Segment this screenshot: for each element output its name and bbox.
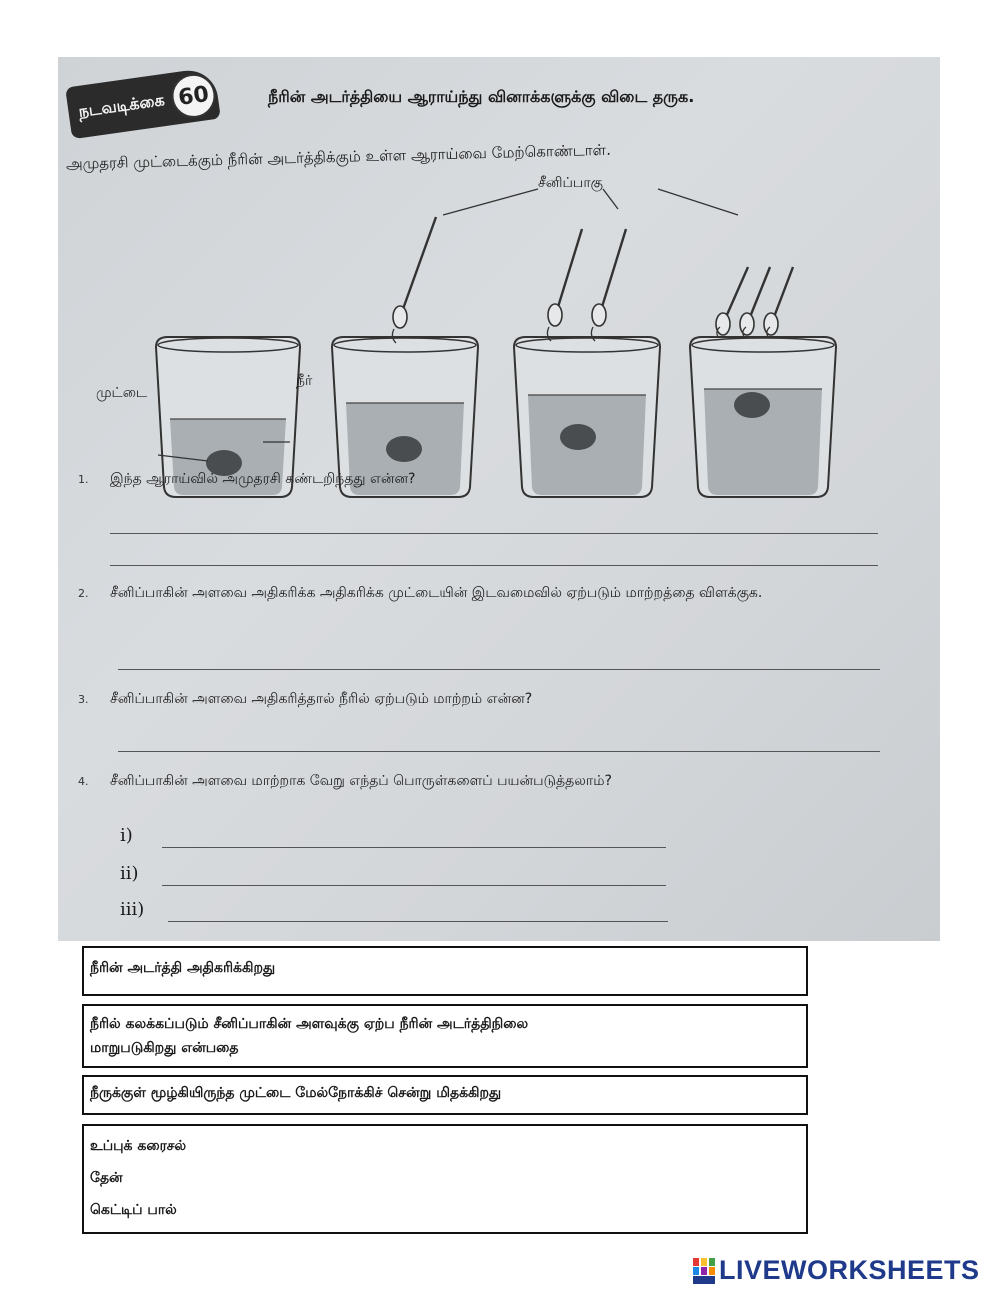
badge-number: 60: [169, 71, 219, 121]
answer-line-4i: [162, 847, 666, 848]
liveworksheets-logo: [693, 1255, 980, 1286]
answer-2-line-1: நீரில் கலக்கப்படும் சீனிப்பாகின் அளவுக்கு ஏற்ப நீரின் அடர்த்திநிலை: [90, 1016, 529, 1032]
liveworksheets-logo-icon: [693, 1258, 715, 1284]
roman-ii: ii): [120, 863, 139, 884]
answer-line-4iii: [168, 921, 668, 922]
egg-3: [560, 424, 596, 450]
activity-badge: [65, 67, 221, 139]
answer-line-3: [118, 751, 880, 752]
answer-box-2[interactable]: [82, 1004, 808, 1068]
answer-2-line-2: மாறுபடுகிறது என்பதை: [90, 1040, 239, 1056]
egg-2: [386, 436, 422, 462]
egg-4: [734, 392, 770, 418]
sugar-label: சீனிப்பாகு: [538, 175, 604, 191]
answer-line-1b: [110, 565, 878, 566]
brand-name: LIVEWORKSHEETS: [719, 1255, 980, 1285]
worksheet-photo: [58, 57, 940, 941]
question-1: 1. இந்த ஆராய்வில் அமுதரசி கண்டறிந்தது என்ன?: [78, 471, 416, 487]
answer-4-item-3: கெட்டிப் பால்: [90, 1202, 177, 1218]
intro-text: அமுதரசி முட்டைக்கும் நீரின் அடர்த்திக்கும் உள்ள ஆராய்வை மேற்கொண்டாள்.: [65, 140, 612, 173]
answer-box-4[interactable]: [82, 1124, 808, 1234]
egg-label: முட்டை: [96, 385, 148, 401]
answer-4-item-2: தேன்: [90, 1170, 123, 1186]
roman-iii: iii): [120, 899, 145, 920]
roman-i: i): [120, 825, 133, 846]
answer-3-text: நீருக்குள் மூழ்கியிருந்த முட்டை மேல்நோக்கிச் சென்று மிதக்கிறது: [90, 1085, 502, 1101]
answer-line-2: [118, 669, 880, 670]
answer-box-1[interactable]: [82, 946, 808, 996]
answer-line-4ii: [162, 885, 666, 886]
answer-line-1a: [110, 533, 878, 534]
beakers-illustration: [58, 167, 940, 507]
answer-1-text: நீரின் அடர்த்தி அதிகரிக்கிறது: [90, 960, 276, 976]
answer-4-item-1: உப்புக் கரைசல்: [90, 1138, 187, 1154]
activity-heading: நீரின் அடர்த்தியை ஆராய்ந்து வினாக்களுக்கு விடை தருக.: [268, 87, 695, 106]
question-2: 2. சீனிப்பாகின் அளவை அதிகரிக்க அதிகரிக்க முட்டையின் இடவமைவில் ஏற்படும் மாற்றத்தை விளக்குக.: [78, 585, 763, 601]
badge-label: நடவடிக்கை: [77, 89, 166, 121]
answer-box-3[interactable]: [82, 1075, 808, 1115]
water-label: நீர்: [296, 373, 313, 389]
question-4: 4. சீனிப்பாகின் அளவை மாற்றாக வேறு எந்தப் பொருள்களைப் பயன்படுத்தலாம்?: [78, 773, 612, 789]
question-3: 3. சீனிப்பாகின் அளவை அதிகரித்தால் நீரில் ஏற்படும் மாற்றம் என்ன?: [78, 691, 533, 707]
